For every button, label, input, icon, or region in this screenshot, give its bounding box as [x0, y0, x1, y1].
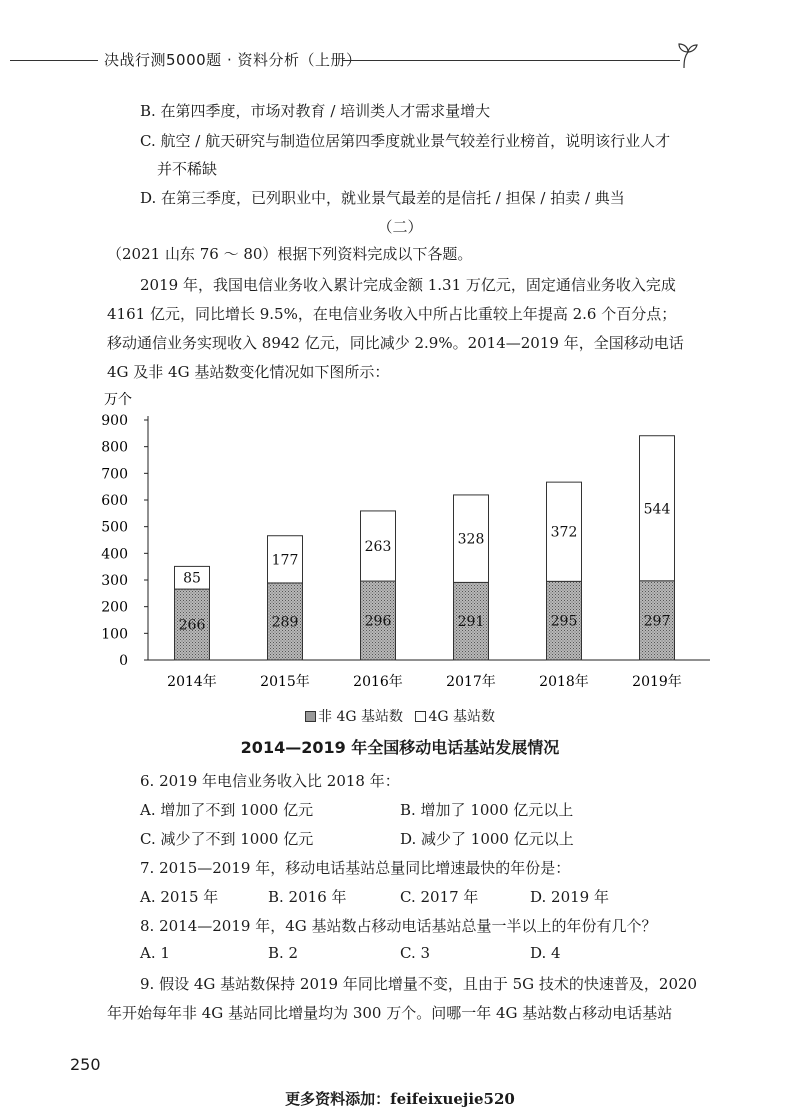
data-label-4g: 372	[550, 524, 578, 541]
header-rule-right	[342, 60, 680, 61]
q8-option-d: D. 4	[530, 944, 561, 962]
q7-option-c: C. 2017 年	[400, 888, 479, 906]
question-6-stem: 6. 2019 年电信业务收入比 2018 年：	[140, 772, 400, 790]
x-tick-label: 2016年	[353, 674, 403, 690]
y-tick-label: 700	[101, 466, 128, 483]
question-7-stem: 7. 2015—2019 年，移动电话基站总量同比增速最快的年份是：	[140, 859, 571, 877]
data-label-non4g: 295	[550, 613, 578, 630]
legend-swatch-4g	[415, 711, 426, 722]
y-tick-label: 500	[101, 519, 128, 536]
header-rule-left	[10, 60, 98, 61]
data-label-4g: 177	[271, 552, 299, 569]
data-label-4g: 544	[643, 501, 671, 518]
x-tick-label: 2018年	[539, 674, 589, 690]
x-tick-label: 2019年	[632, 674, 682, 690]
bars	[175, 436, 675, 660]
data-label-non4g: 289	[271, 614, 299, 631]
prev-option-b: B. 在第四季度，市场对教育 / 培训类人才需求量增大	[140, 102, 491, 120]
legend-label-4g: 4G 基站数	[428, 709, 495, 725]
q8-option-b: B. 2	[268, 944, 299, 962]
page-number: 250	[70, 1055, 101, 1074]
book-title: 决战行测5000题 · 资料分析（上册）	[104, 51, 362, 69]
x-axis-labels	[167, 673, 682, 690]
y-tick-label: 200	[101, 599, 128, 616]
y-tick-label: 900	[101, 413, 128, 429]
q6-option-c: C. 减少了不到 1000 亿元	[140, 830, 314, 848]
y-tick-label: 600	[101, 493, 128, 509]
q6-option-d: D. 减少了 1000 亿元以上	[400, 830, 574, 848]
q8-option-c: C. 3	[400, 944, 431, 962]
sprout-icon	[676, 42, 700, 68]
footer-note: 更多资料添加：feifeixuejie520	[285, 1090, 515, 1108]
paragraph-line-3: 移动通信业务实现收入 8942 亿元，同比减少 2.9%。2014—2019 年，全国移动电话	[107, 334, 684, 352]
section-heading: （二）	[377, 218, 423, 236]
q7-option-d: D. 2019 年	[530, 888, 609, 906]
chart-legend	[0, 706, 800, 726]
data-label-4g: 85	[183, 570, 201, 587]
paragraph-line-1: 2019 年，我国电信业务收入累计完成金额 1.31 万亿元，固定通信业务收入完成	[140, 276, 676, 294]
prev-option-d: D. 在第三季度，已列职业中，就业景气最差的是信托 / 担保 / 拍卖 / 典当	[140, 189, 625, 207]
q7-option-b: B. 2016 年	[268, 888, 347, 906]
q6-option-a: A. 增加了不到 1000 亿元	[140, 801, 314, 819]
q7-option-a: A. 2015 年	[140, 888, 219, 906]
paragraph-line-2: 4161 亿元，同比增长 9.5%，在电信业务收入中所占比重较上年提高 2.6 个百分点；	[107, 305, 677, 323]
data-label-4g: 263	[364, 539, 392, 555]
prev-option-c-cont: 并不稀缺	[157, 160, 218, 178]
data-label-non4g: 266	[178, 617, 206, 634]
intro-text: （2021 山东 76 ～ 80）根据下列资料完成以下各题。	[107, 245, 473, 263]
y-tick-label: 800	[101, 439, 128, 456]
q8-option-a: A. 1	[140, 944, 170, 962]
question-9-line-1: 9. 假设 4G 基站数保持 2019 年同比增量不变，且由于 5G 技术的快速普及，2020	[140, 975, 698, 993]
y-tick-label: 400	[101, 546, 128, 563]
x-tick-label: 2015年	[260, 674, 310, 690]
y-tick-label: 0	[119, 653, 128, 669]
q6-option-b: B. 增加了 1000 亿元以上	[400, 801, 574, 819]
x-tick-label: 2017年	[446, 674, 496, 690]
base-station-chart	[90, 390, 710, 700]
legend-swatch-non4g	[305, 711, 316, 722]
running-header	[0, 40, 800, 80]
y-tick-label: 300	[101, 573, 128, 589]
question-9-line-2: 年开始每年非 4G 基站同比增量均为 300 万个。问哪一年 4G 基站数占移动电话基站	[107, 1004, 673, 1022]
legend-label-non4g: 非 4G 基站数	[318, 709, 403, 725]
data-label-non4g: 296	[364, 613, 392, 630]
x-tick-label: 2014年	[167, 674, 217, 690]
y-tick-label: 100	[101, 626, 128, 643]
question-8-stem: 8. 2014—2019 年，4G 基站数占移动电话基站总量一半以上的年份有几个？	[140, 917, 657, 935]
y-axis-label: 万个	[104, 392, 132, 408]
paragraph-line-4: 4G 及非 4G 基站数变化情况如下图所示：	[107, 363, 390, 381]
data-label-4g: 328	[457, 531, 485, 548]
data-label-non4g: 291	[457, 614, 485, 631]
chart-title: 2014—2019 年全国移动电话基站发展情况	[240, 738, 560, 757]
prev-option-c: C. 航空 / 航天研究与制造位居第四季度就业景气较差行业榜首，说明该行业人才	[140, 132, 671, 150]
data-label-non4g: 297	[643, 613, 671, 630]
